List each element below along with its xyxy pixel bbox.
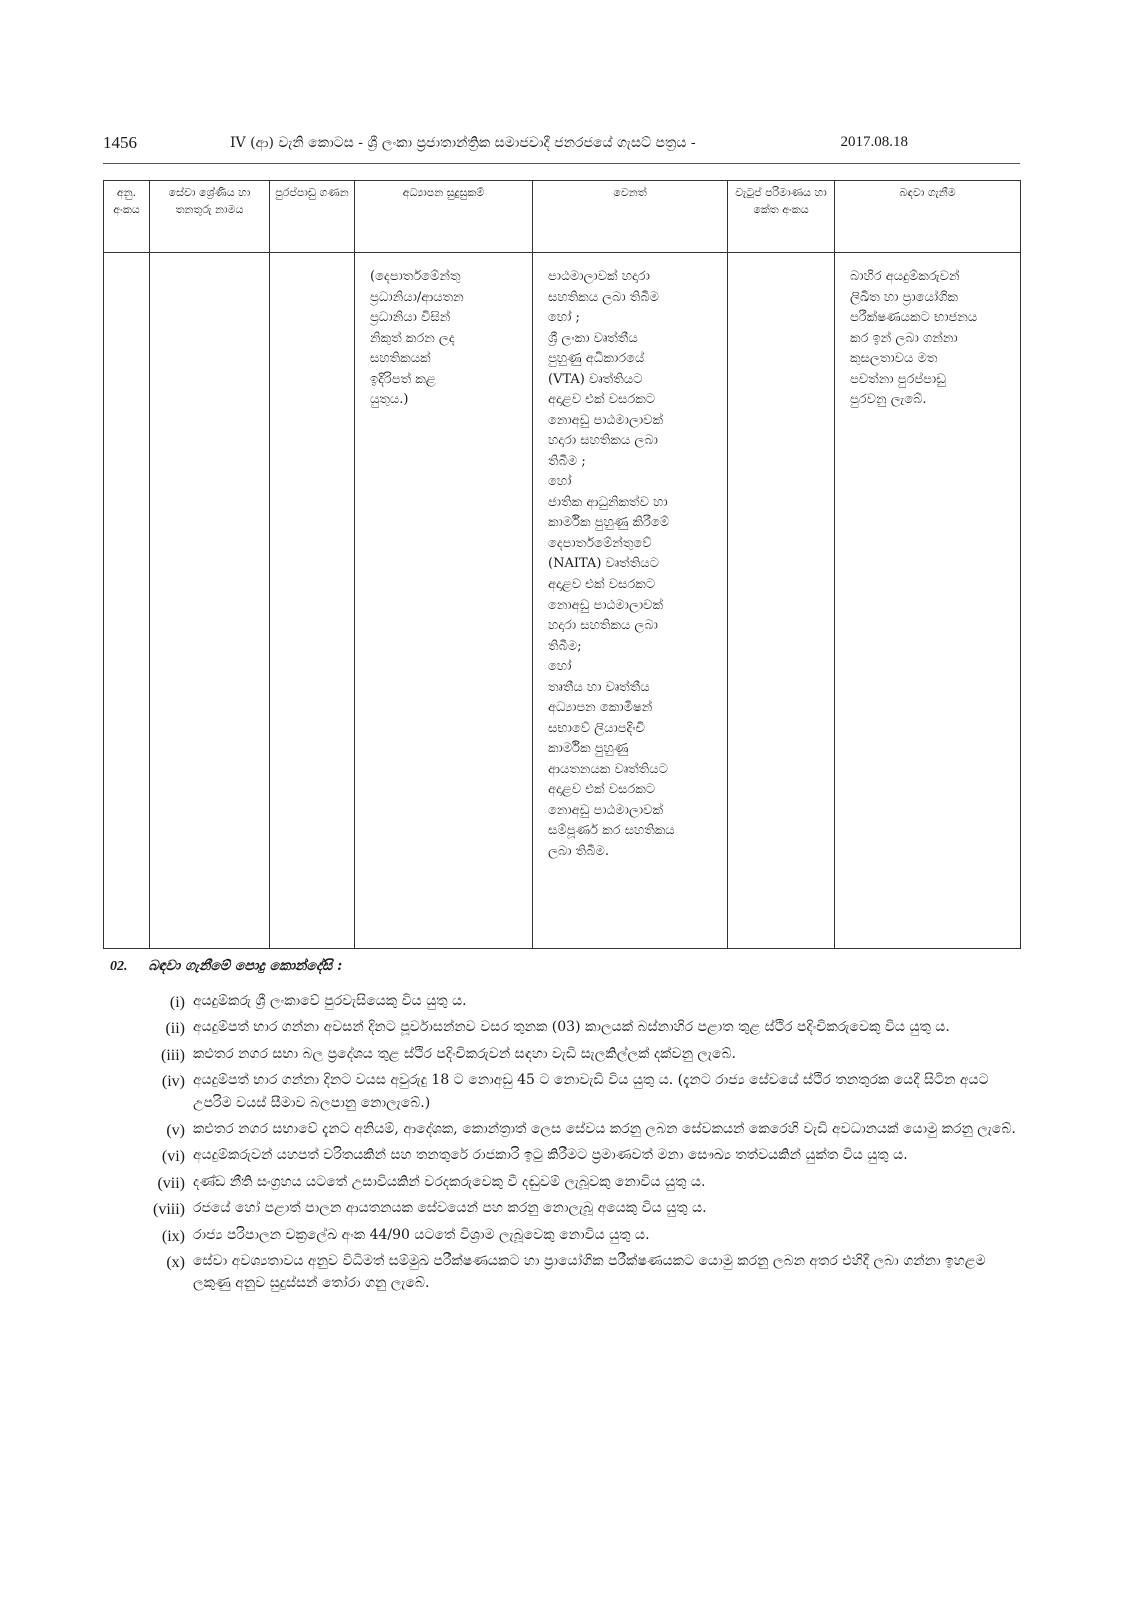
section-title: බඳවා ගැනීමේ පොදු කොන්දේසි : xyxy=(148,958,343,974)
condition-number: (x) xyxy=(166,1253,185,1271)
education-line: (දෙපාර්තමේන්තු xyxy=(370,269,461,284)
gazette-title: IV (ආ) වැනි කොටස - ශ්‍රී ලංකා ප්‍රජාතාන්ත්‍රික සමාජවාදී ජනරජයේ ගැසට් පත්‍රය - xyxy=(230,135,696,151)
cell-recruitment xyxy=(835,253,1021,949)
other-line: හදාරා සහතිකය ලබා xyxy=(548,433,658,449)
education-line: සහතිකයක් xyxy=(370,351,431,367)
other-line: තෘතීය හා වෘත්තීය xyxy=(548,679,650,695)
other-line: අධ්‍යාපන කොමිෂන් xyxy=(548,700,653,716)
col-header-vacancies: පුරප්පාඩු ගණන xyxy=(270,181,355,253)
other-line: අදාළව එක් වසරකට xyxy=(548,782,656,798)
education-line: ප්‍රධානියා විසින් xyxy=(370,310,451,326)
condition-number: (viii) xyxy=(153,1201,185,1219)
other-line: දෙපාර්තමේන්තුවේ xyxy=(548,535,652,551)
other-line: සම්පූර්ණ කර සහතිකය xyxy=(548,823,675,839)
condition-number: (iii) xyxy=(161,1046,185,1064)
condition-item xyxy=(130,1069,1020,1114)
other-line: නොඅඩු පාඨමාලාවක් xyxy=(548,802,664,818)
recruitment-line: ලිඛිත හා ප්‍රායෝගික xyxy=(850,289,958,305)
other-line: ජාතික ආධුනිකත්ව හා xyxy=(548,494,668,510)
recruitment-line: බාහිර අයදුම්කරුවන් xyxy=(850,269,960,284)
cell-other xyxy=(533,253,728,949)
other-line: ශ්‍රී ලංකා වෘත්තීය xyxy=(548,330,638,346)
education-line: ප්‍රධානියා/ආයතන xyxy=(370,289,464,305)
other-line: තිබීම; xyxy=(548,638,582,654)
education-line: ඉදිරිපත් කළ xyxy=(370,371,436,387)
section-number: 02. xyxy=(110,959,128,974)
condition-text: රජයේ හෝ පළාත් පාලන ආයතනයක සේවයෙන් පහ කරනු නොලැබූ අයෙකු විය යුතු ය. xyxy=(193,1200,707,1217)
other-line: (VTA) වෘත්තියට xyxy=(548,371,643,387)
recruitment-line: පවත්නා පුරප්පාඩු xyxy=(850,371,946,387)
condition-item xyxy=(130,1197,1020,1219)
gazette-date: 2017.08.18 xyxy=(840,134,908,150)
condition-text: රාජ්‍ය පරිපාලන චක්‍රලේඛ අංක 44/90 යටතේ විශ්‍රාම ලැබූවෙකු නොවිය යුතු ය. xyxy=(193,1226,650,1243)
condition-item xyxy=(130,1144,1020,1166)
condition-text: දණ්ඩ නීති සංග්‍රහය යටතේ උසාවියකින් වරදකරුවෙකු වී දඬුවම් ලැබූවකු නොවිය යුතු ය. xyxy=(193,1173,706,1190)
vacancy-table xyxy=(103,180,1021,949)
education-line: යුතුය.) xyxy=(370,392,409,408)
other-line: පුහුණු අධිකාරයේ xyxy=(548,351,645,367)
col-header-recruitment: බඳවා ගැනීම xyxy=(835,181,1021,253)
page-number: 1456 xyxy=(103,133,137,152)
other-line: තිබීම ; xyxy=(548,453,586,469)
condition-item xyxy=(130,1171,1020,1193)
conditions-list xyxy=(130,990,1020,1299)
cell-salary xyxy=(728,253,835,949)
other-line: ආයතනයක වෘත්තියට xyxy=(548,761,668,777)
condition-item xyxy=(130,1224,1020,1246)
recruitment-line: පුරවනු ලැබේ. xyxy=(850,392,927,408)
col-header-other: වෙනත් xyxy=(533,181,728,253)
condition-number: (iv) xyxy=(161,1073,185,1091)
condition-item xyxy=(130,990,1020,1012)
cell-serial xyxy=(104,253,150,949)
col-header-education: අධ්‍යාපන සුදුසුකම් xyxy=(355,181,533,253)
other-line: කාර්මික පුහුණු කිරීමේ xyxy=(548,515,670,531)
other-line: හදාරා සහතිකය ලබා xyxy=(548,618,658,634)
condition-item xyxy=(130,1250,1020,1295)
other-line: පාඨමාලාවක් හදාරා xyxy=(548,269,650,284)
condition-text: අයදුම්පත් භාර ගන්නා අවසන් දිනට පූර්වාසන්නව වසර තුනක (03) කාලයක් බස්නාහිර පළාත තුළ ස්ථිර පදිංචිකරුවෙකු විය යුතු ය. xyxy=(193,1019,950,1036)
condition-number: (ix) xyxy=(161,1227,185,1245)
cell-post xyxy=(150,253,270,949)
recruitment-line: කර ඉන් ලබා ගන්නා xyxy=(850,330,958,346)
recruitment-line: කුසලතාවය මත xyxy=(850,351,938,367)
other-line: සභාවේ ලියාපදිංචි xyxy=(548,720,645,736)
condition-text: කළුතර නගර සභා බල ප්‍රදේශය තුළ ස්ථිර පදිංචිකරුවන් සඳහා වැඩි සැලකිල්ලක් දක්වනු ලැබේ. xyxy=(193,1045,736,1062)
condition-item xyxy=(130,1016,1020,1038)
condition-item xyxy=(130,1118,1020,1140)
section-heading xyxy=(110,958,342,975)
col-header-salary: වැටුප් පරිමාණය හා කේත අංකය xyxy=(728,181,835,253)
col-header-serial: අනු. අංකය xyxy=(104,181,150,253)
table-header-row xyxy=(104,181,1021,253)
other-line: හෝ ; xyxy=(548,310,580,326)
other-line: කාර්මික පුහුණු xyxy=(548,741,629,757)
table-row xyxy=(104,253,1021,949)
condition-item xyxy=(130,1043,1020,1065)
condition-number: (v) xyxy=(166,1121,185,1139)
condition-number: (vi) xyxy=(161,1148,185,1166)
other-line: අදාළව එක් වසරකට xyxy=(548,392,656,408)
other-line: නොඅඩු පාඨමාලාවක් xyxy=(548,412,664,428)
col-header-post: සේවා ශ්‍රේණිය හා තනතුරු නාමය xyxy=(150,181,270,253)
cell-education xyxy=(355,253,533,949)
condition-number: (i) xyxy=(169,994,185,1011)
other-line: (NAITA) වෘත්තියට xyxy=(548,556,659,572)
page-header xyxy=(103,133,1020,164)
condition-text: අයදුම්කරු ශ්‍රී ලංකාවේ පුරවැසියෙකු විය යුතු ය. xyxy=(193,993,467,1009)
other-line: සහතිකය ලබා තිබීම xyxy=(548,289,659,305)
recruitment-line: පරීක්ෂණයකට භාජනය xyxy=(850,310,978,326)
condition-text: අයදුම්කරුවන් යහපත් චරිතයකින් සහ තනතුරේ රාජකාරි ඉටු කිරීමට ප්‍රමාණවත් මනා සෞඛ්‍ය තත්වයකින් යුක්ත විය යුතු ය. xyxy=(193,1147,908,1164)
condition-number: (vii) xyxy=(157,1174,185,1192)
condition-number: (ii) xyxy=(165,1020,185,1038)
other-line: හෝ xyxy=(548,659,572,675)
cell-vacancies xyxy=(270,253,355,949)
other-line: අදාළව එක් වසරකට xyxy=(548,576,656,592)
condition-text: කළුතර නගර සභාවේ දැනට අනියම්, ආදේශක, කොන්ත්‍රාත් ලෙස සේවය කරනු ලබන සේවකයන් කෙරෙහි වැඩි අවධානයක් යොමු කරනු ලැබේ. xyxy=(193,1120,1016,1137)
condition-text: අයදුම්පත් භාර ගන්නා දිනට වයස අවුරුදු 18 ට නොඅඩු 45 ට නොවැඩි විය යුතු ය. (දැනට රාජ්‍ය සේවයේ ස්ථිර තනතුරක යෙදී සිටින අයට උපරිම වයස් සීමාව බලපානු නොලැබේ.) xyxy=(193,1072,989,1111)
other-line: නොඅඩු පාඨමාලාවක් xyxy=(548,597,664,613)
education-line: නිකුත් කරන ලද xyxy=(370,330,455,346)
condition-text: සේවා අවශ්‍යතාවය අනුව විධිමත් සම්මුඛ පරීක්ෂණයකට හා ප්‍රායෝගික පරීක්ෂණයකට යොමු කරනු ලබන අතර එහිදී ලබා ගන්නා ඉහළම ලකුණු අනුව සුදුස්සන් තෝරා ගනු ලැබේ. xyxy=(193,1252,986,1292)
other-line: ලබා තිබීම. xyxy=(548,843,609,859)
other-line: හෝ xyxy=(548,474,572,490)
